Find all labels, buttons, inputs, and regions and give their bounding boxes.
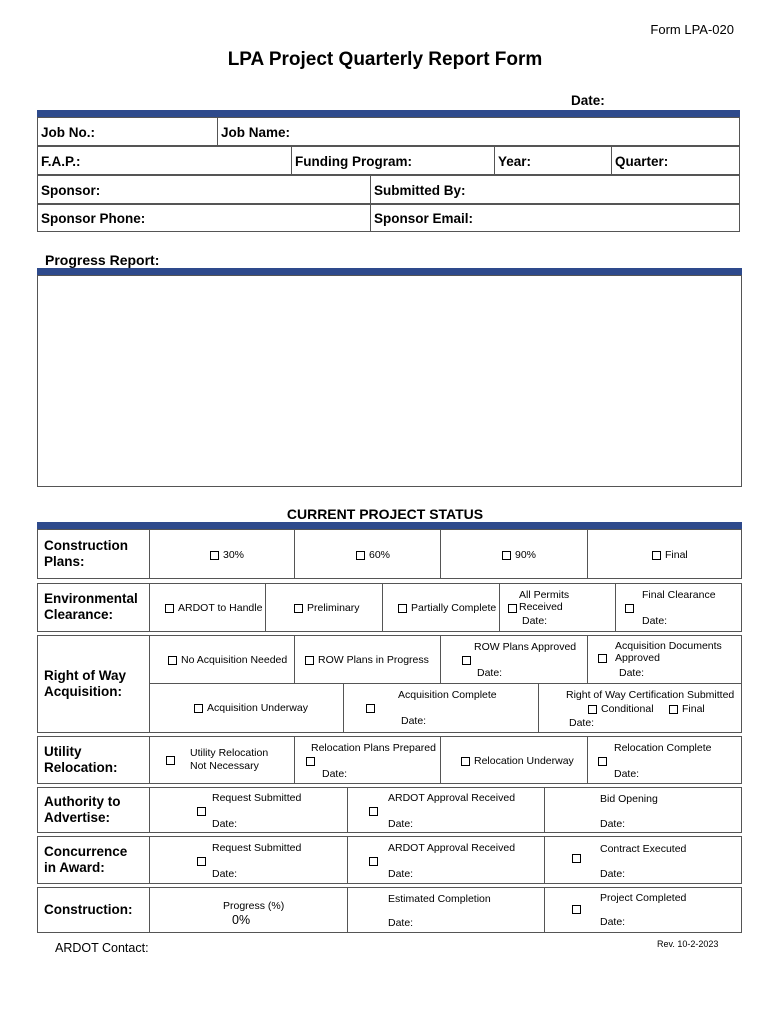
cp-30-label: 30%	[223, 549, 245, 561]
checkbox-icon[interactable]	[572, 905, 581, 914]
row-approved-date: Date:	[477, 667, 503, 679]
row-complete-date: Date:	[401, 715, 427, 727]
quarter-label: Quarter:	[615, 154, 669, 169]
env-ardot-cell[interactable]	[149, 583, 266, 632]
row-in-progress-cell[interactable]	[294, 635, 441, 684]
util-complete-cell[interactable]	[587, 736, 742, 784]
env-ardot-label: ARDOT to Handle	[178, 602, 263, 614]
progress-report-bar	[37, 268, 742, 275]
checkbox-icon[interactable]	[398, 604, 407, 613]
util-underway-label: Relocation Underway	[474, 755, 574, 767]
checkbox-icon[interactable]	[369, 857, 378, 866]
row-no-acq-label: No Acquisition Needed	[181, 654, 288, 666]
row-no-acq-cell[interactable]	[149, 635, 295, 684]
sponsor-field[interactable]	[37, 175, 371, 204]
fap-label: F.A.P.:	[41, 154, 81, 169]
status-bar	[37, 522, 742, 529]
util-not-needed-cell[interactable]	[149, 736, 295, 784]
checkbox-icon[interactable]	[598, 654, 607, 663]
sponsor-email-field[interactable]	[370, 204, 740, 232]
con-request-cell[interactable]	[149, 836, 348, 884]
label-right-of-way: Right of Way Acquisition:	[44, 668, 126, 699]
util-complete-label: Relocation Complete	[614, 742, 712, 754]
checkbox-icon[interactable]	[166, 756, 175, 765]
con-request-label: Request Submitted	[212, 842, 302, 854]
checkbox-icon[interactable]	[194, 704, 203, 713]
util-prepared-date: Date:	[322, 768, 348, 780]
adv-bid-cell[interactable]	[544, 787, 742, 833]
progress-report-label: Progress Report:	[45, 252, 160, 268]
checkbox-icon[interactable]	[652, 551, 661, 560]
year-label: Year:	[498, 154, 532, 169]
cons-progress-value[interactable]: 0%	[232, 913, 251, 927]
page-title: LPA Project Quarterly Report Form	[227, 49, 543, 70]
submitted-by-label: Submitted By:	[374, 183, 466, 198]
revision: Rev. 10-2-2023	[657, 939, 719, 949]
env-final-label: Final Clearance	[642, 589, 716, 601]
row-underway-label: Acquisition Underway	[207, 702, 308, 714]
label-utility: Utility Relocation:	[44, 744, 118, 775]
label-construction: Construction:	[44, 902, 133, 917]
checkbox-icon[interactable]	[462, 656, 471, 665]
sponsor-phone-label: Sponsor Phone:	[41, 211, 146, 226]
status-heading: CURRENT PROJECT STATUS	[286, 506, 484, 522]
con-contract-date: Date:	[600, 868, 626, 880]
row-underway-cell[interactable]	[149, 683, 344, 733]
job-no-label: Job No.:	[41, 125, 95, 140]
env-preliminary-label: Preliminary	[307, 602, 360, 614]
env-final-date: Date:	[642, 615, 668, 627]
con-contract-label: Contract Executed	[600, 843, 687, 855]
env-partial-label: Partially Complete	[411, 602, 497, 614]
row-cert-cell[interactable]	[538, 683, 742, 733]
checkbox-icon[interactable]	[625, 604, 634, 613]
job-name-field[interactable]	[217, 117, 740, 146]
cons-estimated-label: Estimated Completion	[388, 893, 491, 905]
cons-completed-label: Project Completed	[600, 892, 687, 904]
row-in-progress-label: ROW Plans in Progress	[318, 654, 429, 666]
sponsor-label: Sponsor:	[41, 183, 101, 198]
env-preliminary-cell[interactable]	[265, 583, 383, 632]
row-approved-label: ROW Plans Approved	[474, 641, 577, 653]
ardot-contact-label: ARDOT Contact:	[55, 941, 149, 955]
job-no-field[interactable]	[37, 117, 218, 146]
checkbox-icon[interactable]	[366, 704, 375, 713]
checkbox-icon[interactable]	[588, 705, 597, 714]
checkbox-icon[interactable]	[210, 551, 219, 560]
row-docs-cell[interactable]	[587, 635, 742, 684]
cp-90-label: 90%	[515, 549, 537, 561]
cp-60-cell[interactable]	[294, 529, 441, 579]
checkbox-icon[interactable]	[369, 807, 378, 816]
funding-program-field[interactable]	[291, 146, 495, 175]
checkbox-icon[interactable]	[306, 757, 315, 766]
adv-approval-cell[interactable]	[347, 787, 545, 833]
checkbox-icon[interactable]	[294, 604, 303, 613]
sponsor-phone-field[interactable]	[37, 204, 371, 232]
env-partial-cell[interactable]	[382, 583, 500, 632]
cp-final-cell[interactable]	[587, 529, 742, 579]
cons-completed-date: Date:	[600, 916, 626, 928]
header-bar	[37, 110, 740, 117]
cp-90-cell[interactable]	[440, 529, 588, 579]
row-cert-conditional: Conditional	[601, 703, 654, 715]
funding-program-label: Funding Program:	[295, 154, 412, 169]
adv-request-cell[interactable]	[149, 787, 348, 833]
checkbox-icon[interactable]	[598, 757, 607, 766]
quarter-field[interactable]	[611, 146, 740, 175]
cons-progress-cell[interactable]	[149, 887, 348, 933]
fap-field[interactable]	[37, 146, 292, 175]
checkbox-icon[interactable]	[305, 656, 314, 665]
date-label: Date:	[571, 93, 605, 108]
checkbox-icon[interactable]	[572, 854, 581, 863]
cons-progress-label: Progress (%)	[223, 900, 285, 912]
checkbox-icon[interactable]	[168, 656, 177, 665]
progress-report-textarea[interactable]	[37, 275, 742, 487]
checkbox-icon[interactable]	[356, 551, 365, 560]
row-cert-final: Final	[682, 703, 705, 715]
con-approval-cell[interactable]	[347, 836, 545, 884]
checkbox-icon[interactable]	[461, 757, 470, 766]
adv-request-date: Date:	[212, 818, 238, 830]
label-advertise: Authority to Advertise:	[44, 794, 121, 825]
row-cert-label: Right of Way Certification Submitted	[566, 689, 735, 701]
adv-request-label: Request Submitted	[212, 792, 302, 804]
adv-approval-label: ARDOT Approval Received	[388, 792, 516, 804]
checkbox-icon[interactable]	[165, 604, 174, 613]
con-approval-label: ARDOT Approval Received	[388, 842, 516, 854]
util-underway-cell[interactable]	[440, 736, 588, 784]
cp-60-label: 60%	[369, 549, 391, 561]
submitted-by-field[interactable]	[370, 175, 740, 204]
env-permits-cell[interactable]	[499, 583, 616, 632]
sponsor-email-label: Sponsor Email:	[374, 211, 474, 226]
util-prepared-cell[interactable]	[294, 736, 441, 784]
adv-approval-date: Date:	[388, 818, 414, 830]
cp-final-label: Final	[665, 549, 688, 561]
row-docs-label: Acquisition Documents Approved	[615, 640, 722, 664]
env-permits-date: Date:	[522, 615, 548, 627]
checkbox-icon[interactable]	[502, 551, 511, 560]
util-prepared-label: Relocation Plans Prepared	[311, 742, 436, 754]
util-not-needed-label: Utility Relocation Not Necessary	[190, 747, 269, 772]
con-approval-date: Date:	[388, 868, 414, 880]
checkbox-icon[interactable]	[669, 705, 678, 714]
form-id: Form LPA-020	[650, 22, 734, 37]
label-concurrence: Concurrence in Award:	[44, 844, 128, 875]
checkbox-icon[interactable]	[197, 857, 206, 866]
cons-estimated-date: Date:	[388, 917, 414, 929]
row-docs-date: Date:	[619, 667, 645, 679]
adv-bid-label: Bid Opening	[600, 793, 658, 805]
row-complete-label: Acquisition Complete	[398, 689, 497, 701]
env-permits-label: All Permits Received	[519, 589, 570, 613]
con-contract-cell[interactable]	[544, 836, 742, 884]
env-final-cell[interactable]	[615, 583, 742, 632]
label-construction-plans: Construction Plans:	[44, 538, 128, 569]
cons-estimated-cell[interactable]	[347, 887, 545, 933]
adv-bid-date: Date:	[600, 818, 626, 830]
row-approved-cell[interactable]	[440, 635, 588, 684]
checkbox-icon[interactable]	[508, 604, 517, 613]
job-name-label: Job Name:	[221, 125, 291, 140]
checkbox-icon[interactable]	[197, 807, 206, 816]
row-cert-date: Date:	[569, 717, 595, 729]
row-complete-cell[interactable]	[343, 683, 539, 733]
con-request-date: Date:	[212, 868, 238, 880]
year-field[interactable]	[494, 146, 612, 175]
label-environmental: Environmental Clearance:	[44, 591, 138, 622]
cp-30-cell[interactable]	[149, 529, 295, 579]
cons-completed-cell[interactable]	[544, 887, 742, 933]
util-complete-date: Date:	[614, 768, 640, 780]
